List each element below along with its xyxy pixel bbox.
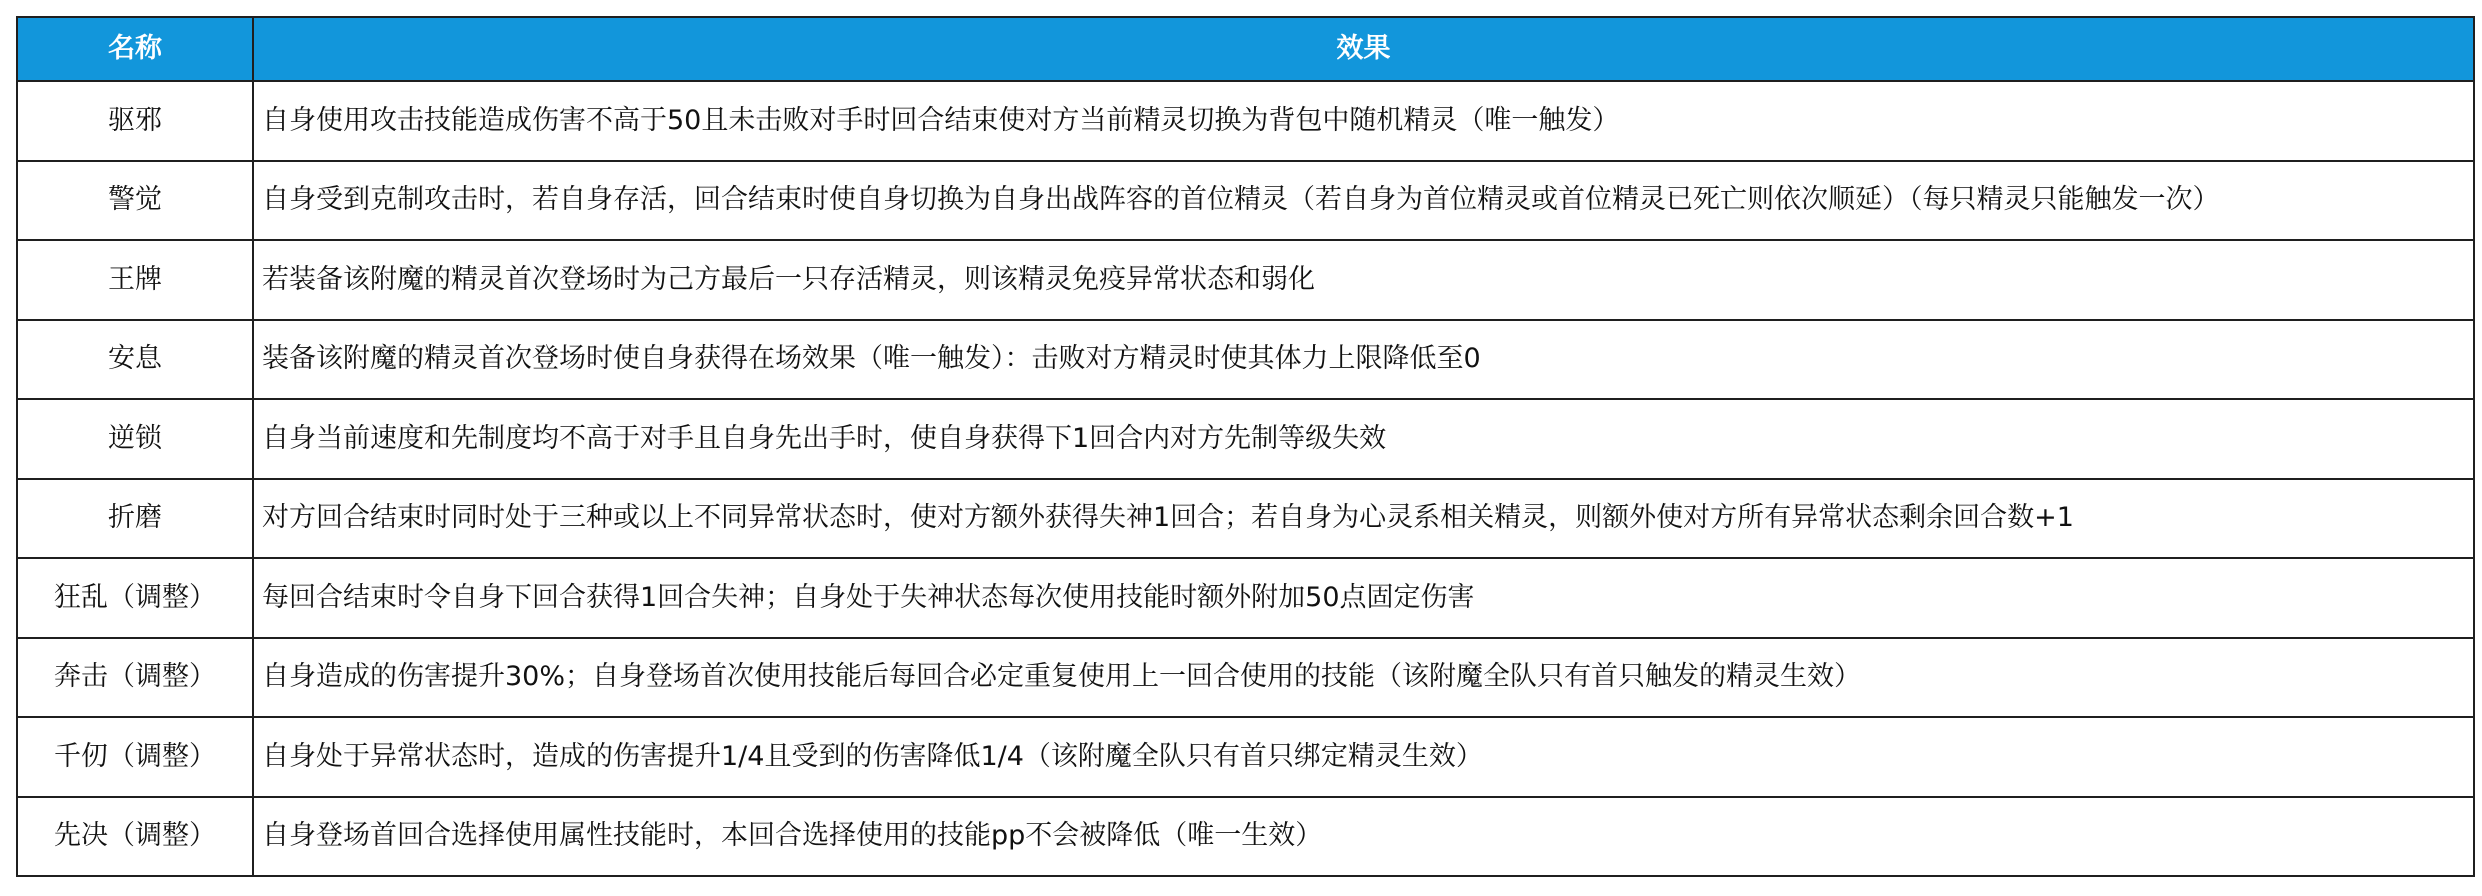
header-effect: 效果 bbox=[253, 17, 2474, 81]
table-row bbox=[17, 240, 2474, 320]
row-effect: 自身当前速度和先制度均不高于对手且自身先出手时，使自身获得下1回合内对方先制等级失效 bbox=[253, 399, 2474, 479]
row-name: 狂乱（调整） bbox=[17, 558, 253, 638]
table-row bbox=[17, 479, 2474, 559]
row-name: 奔击（调整） bbox=[17, 638, 253, 718]
row-name: 王牌 bbox=[17, 240, 253, 320]
table-row bbox=[17, 717, 2474, 797]
row-effect: 每回合结束时令自身下回合获得1回合失神；自身处于失神状态每次使用技能时额外附加50点固定伤害 bbox=[253, 558, 2474, 638]
table-row bbox=[17, 797, 2474, 877]
header-name: 名称 bbox=[17, 17, 253, 81]
row-effect: 自身处于异常状态时，造成的伤害提升1/4且受到的伤害降低1/4（该附魔全队只有首只绑定精灵生效） bbox=[253, 717, 2474, 797]
enchantment-table bbox=[16, 16, 2475, 877]
row-name: 折磨 bbox=[17, 479, 253, 559]
row-effect: 自身受到克制攻击时，若自身存活，回合结束时使自身切换为自身出战阵容的首位精灵（若自身为首位精灵或首位精灵已死亡则依次顺延）（每只精灵只能触发一次） bbox=[253, 161, 2474, 241]
row-name: 驱邪 bbox=[17, 81, 253, 161]
row-name: 先决（调整） bbox=[17, 797, 253, 877]
table-row bbox=[17, 81, 2474, 161]
row-effect: 对方回合结束时同时处于三种或以上不同异常状态时，使对方额外获得失神1回合；若自身为心灵系相关精灵，则额外使对方所有异常状态剩余回合数+1 bbox=[253, 479, 2474, 559]
row-name: 警觉 bbox=[17, 161, 253, 241]
header-row bbox=[17, 17, 2474, 81]
row-effect: 自身登场首回合选择使用属性技能时，本回合选择使用的技能pp不会被降低（唯一生效） bbox=[253, 797, 2474, 877]
row-effect: 自身使用攻击技能造成伤害不高于50且未击败对手时回合结束使对方当前精灵切换为背包中随机精灵（唯一触发） bbox=[253, 81, 2474, 161]
row-effect: 装备该附魔的精灵首次登场时使自身获得在场效果（唯一触发）：击败对方精灵时使其体力上限降低至0 bbox=[253, 320, 2474, 400]
row-name: 安息 bbox=[17, 320, 253, 400]
table-row bbox=[17, 638, 2474, 718]
table-row bbox=[17, 399, 2474, 479]
table-body bbox=[17, 81, 2474, 876]
row-name: 逆锁 bbox=[17, 399, 253, 479]
table-row bbox=[17, 558, 2474, 638]
row-effect: 若装备该附魔的精灵首次登场时为己方最后一只存活精灵，则该精灵免疫异常状态和弱化 bbox=[253, 240, 2474, 320]
row-effect: 自身造成的伤害提升30%；自身登场首次使用技能后每回合必定重复使用上一回合使用的技能（该附魔全队只有首只触发的精灵生效） bbox=[253, 638, 2474, 718]
row-name: 千仞（调整） bbox=[17, 717, 253, 797]
table-row bbox=[17, 161, 2474, 241]
table-row bbox=[17, 320, 2474, 400]
